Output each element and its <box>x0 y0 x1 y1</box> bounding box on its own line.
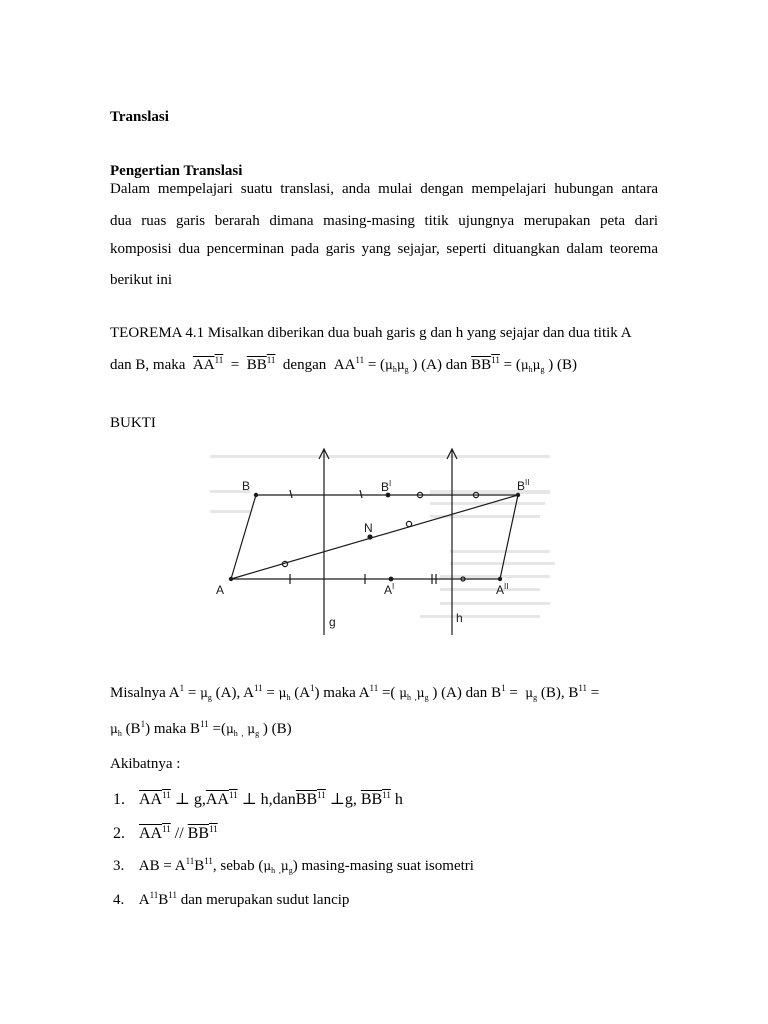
point-N <box>367 534 372 539</box>
intro-line-2: dua ruas garis berarah dimana masing-masing titik ujungnya merupakan peta dari <box>110 213 658 229</box>
label-B: B <box>242 479 251 493</box>
tick-mark <box>360 490 362 498</box>
segment-AB-line <box>231 495 256 579</box>
label-A1: $A^I$ <box>384 582 395 597</box>
misalnya-line-1: Misalnya $A^1 = \mu_g$ (A), $A^{11} = \mu_h$ $(A^1)$ maka $A^{11}$ =( $\mu_h$ $_,\mu_g$ ) (A) dan $B^1 = \mu_g$ (B), $B^{11}$ = <box>110 683 600 702</box>
point-A11 <box>498 577 502 581</box>
point-A1 <box>389 577 394 582</box>
proof-heading: BUKTI <box>110 415 156 431</box>
theorem-line-1: TEOREMA 4.1 Misalkan diberikan dua buah garis g dan h yang sejajar dan dua titik A <box>110 325 632 341</box>
label-A: A <box>216 583 225 597</box>
point-B11 <box>516 493 520 497</box>
intro-line-4: berikut ini <box>110 272 173 288</box>
page-title: Translasi <box>110 109 169 125</box>
point-B <box>254 493 258 497</box>
tick-mark <box>290 490 292 498</box>
label-A11: $A^{II}$ <box>496 582 509 597</box>
list-item-4: 4. $A^{11}B^{11}$ dan merupakan sudut lancip <box>113 890 350 908</box>
label-h: h <box>456 611 463 625</box>
segment-BB11: BB$^{11}$ <box>246 355 276 373</box>
label-g: g <box>329 615 336 629</box>
segment-BB11-b: BB$^{11}$ <box>471 355 500 373</box>
section-heading: Pengertian Translasi <box>110 163 243 179</box>
akibatnya-label: Akibatnya : <box>110 756 181 772</box>
theorem-line-2: dan B, maka AA$^{11}$ = BB$^{11}$ dengan $AA^{11} = (\mu_h\mu_g$ ) (A) dan $BB^{11} = (\mu_h\mu_g$ ) (B) <box>110 355 577 374</box>
label-B11: $B^{II}$ <box>517 478 530 493</box>
intro-line-3: komposisi dua pencerminan pada garis yang sejajar, seperti dituangkan dalam teorema <box>110 241 658 257</box>
segment-A11B11-line <box>500 495 518 579</box>
equal-segment-marker <box>406 521 411 526</box>
diagonal-AB11 <box>231 495 518 579</box>
misalnya-line-2: $\mu_h$ $(B^1)$ maka $B^{11} =(\mu_h$ $_,$ $\mu_g$ ) (B) <box>110 719 292 738</box>
label-N: N <box>364 521 373 535</box>
list-item-1: 1. AA$^{11}$ ⊥ g,AA$^{11}$ ⊥ h,danBB$^{11}$ ⊥g, BB$^{11}$ h <box>113 790 403 808</box>
segment-AA11: AA$^{11}$ <box>192 355 224 373</box>
list-item-3: 3. AB = $A^{11}B^{11}$, sebab ($\mu_h$ $_,\mu_g$) masing-masing suat isometri <box>113 856 474 875</box>
point-A <box>229 577 233 581</box>
translation-diagram <box>200 440 570 660</box>
intro-line-1: Dalam mempelajari suatu translasi, anda mulai dengan mempelajari hubungan antara <box>110 181 658 197</box>
label-B1: $B^I$ <box>381 479 392 494</box>
list-item-2: 2. AA$^{11}$ // BB$^{11}$ <box>113 824 218 842</box>
